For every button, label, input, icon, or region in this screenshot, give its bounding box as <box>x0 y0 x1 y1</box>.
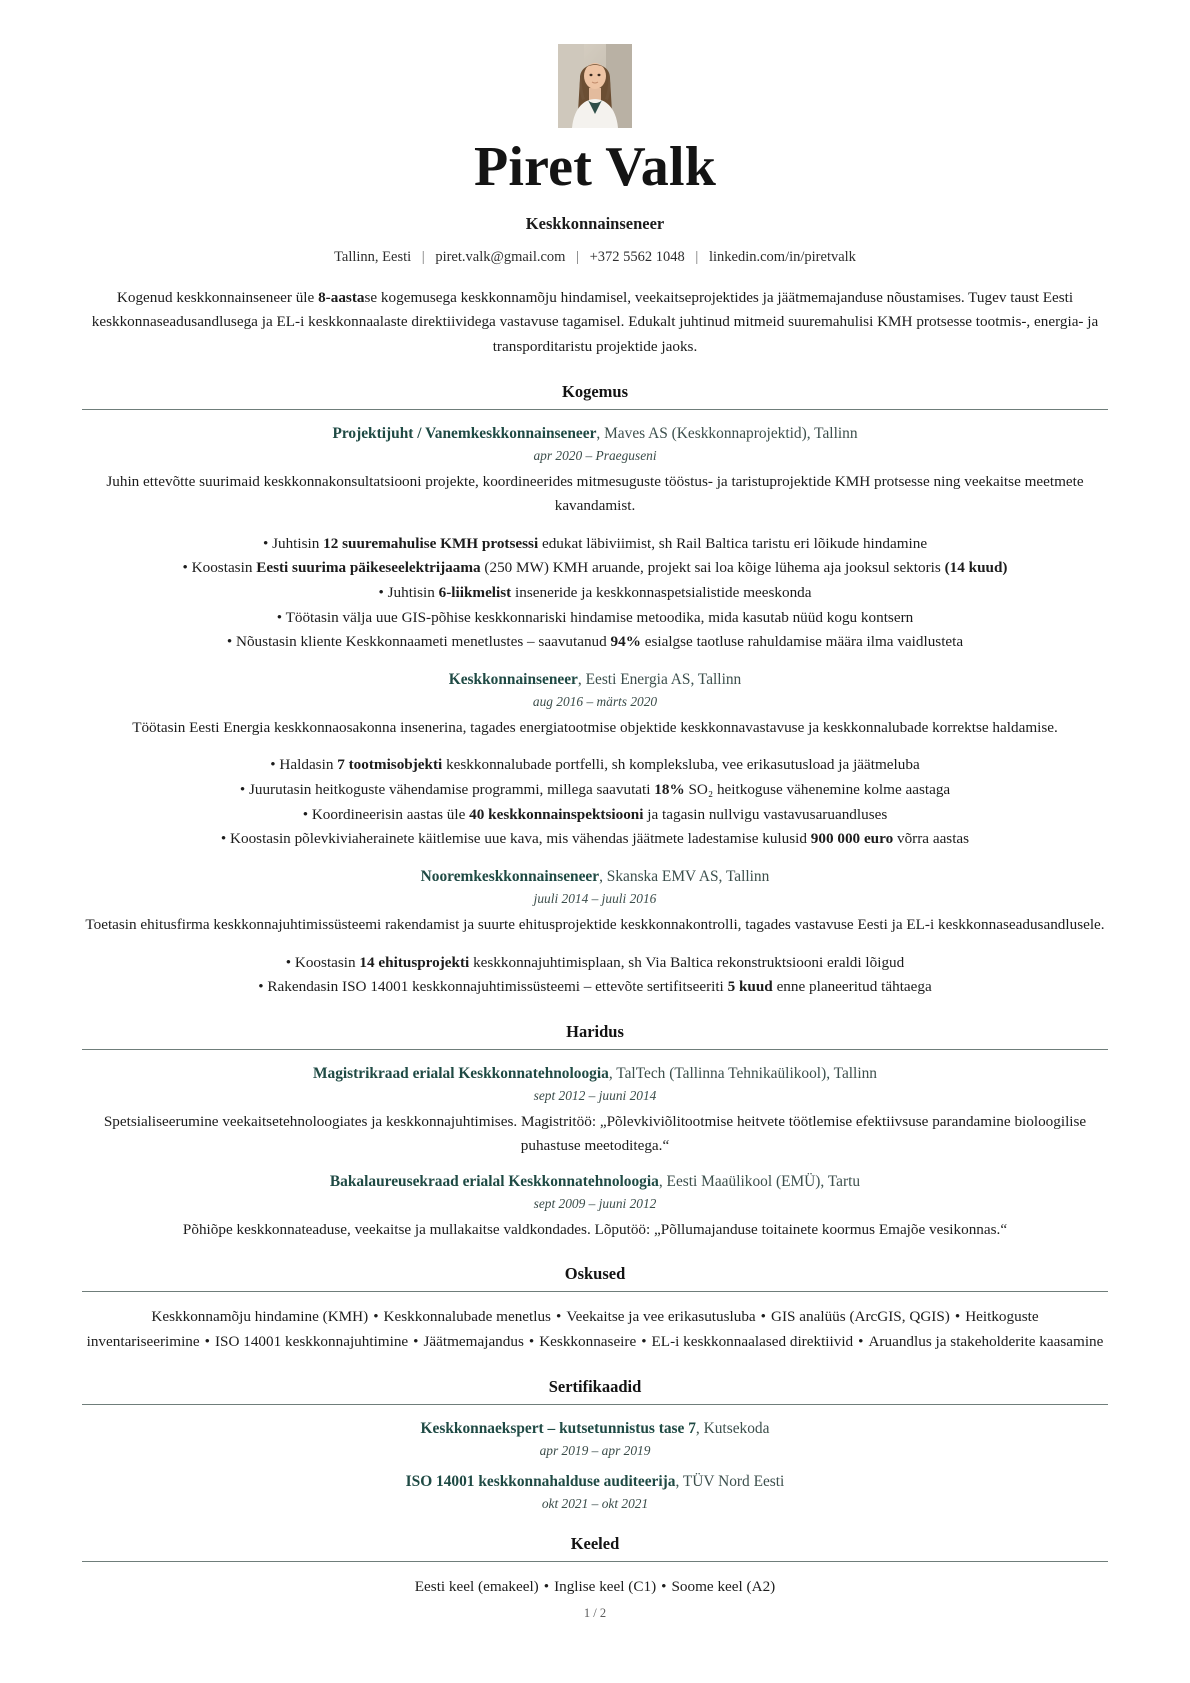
bullet-separator: • <box>528 1333 535 1350</box>
emphasis-text: 7 tootmisobjekti <box>337 756 443 774</box>
entry-role: Projektijuht / Vanemkeskkonnainseneer <box>332 424 597 442</box>
entry-date-range: sept 2012 – juuni 2014 <box>533 1088 657 1104</box>
body-text: (250 MW) KMH aruande, projekt sai loa kõige lühema aja jooksul sektoris <box>480 559 945 577</box>
entry <box>82 1063 1108 1159</box>
emphasis-text: 5 kuud <box>727 978 773 996</box>
bullet-separator: • <box>413 1333 419 1350</box>
entry <box>82 1418 1108 1459</box>
body-text: SO₂ heitkoguse vähenemine kolme aastaga <box>684 781 951 799</box>
list-item: Keskkonnalubade menetlus <box>383 1308 551 1326</box>
contact-line <box>82 249 1108 266</box>
body-text: Koostasin <box>294 953 360 971</box>
entry-heading <box>82 1063 1108 1085</box>
body-text: Haldasin <box>279 756 338 774</box>
bullet-separator: • <box>760 1308 766 1326</box>
body-text: Juhtisin <box>272 534 324 552</box>
body-text: se kogemusega keskkonnamõju hindamisel, veekaitseprojektides ja jäätmemajanduse nõustamises. Tugev taust Eesti keskkonnaseadusandlusega ja EL-i keskkonnaalaste direktiividega vastavuse tagamisel. Edukalt juhtinud mitmeid suuremahulisi KMH protsesse tootmis-, energia- ja transporditaristu projektide jaoks. <box>91 288 1099 356</box>
entry-description: Spetsialiseerumine veekaitsetehnoloogiates ja keskkonnajuhtimises. Magistritöö: „Põlevkiviõlitootmise heitvete töötlemise efektiivsuse parandamine bioloogilise puhastuse meetoditega.“ <box>103 1113 1087 1155</box>
list-item <box>82 975 1108 1000</box>
entry-role: Keskkonnaekspert – kutsetunnistus tase 7 <box>420 1419 696 1437</box>
bullet-dot-icon: • <box>258 978 268 996</box>
list-item: Inglise keel (C1) <box>554 1578 657 1596</box>
entry-organization: , Maves AS (Keskkonnaprojektid), Tallinn <box>596 424 858 442</box>
experience-entries <box>82 423 1108 1000</box>
bullet-dot-icon: • <box>270 756 280 774</box>
entry-organization: , Eesti Energia AS, Tallinn <box>577 670 742 688</box>
entry-role: Bakalaureusekraad erialal Keskkonnatehnoloogia <box>329 1172 659 1190</box>
list-item <box>82 803 1108 828</box>
entry-role: ISO 14001 keskkonnahalduse auditeerija <box>405 1472 676 1490</box>
list-item: Soome keel (A2) <box>671 1578 776 1596</box>
entry-role: Keskkonnainseneer <box>448 670 578 688</box>
body-text: enne planeeritud tähtaega <box>772 978 932 996</box>
emphasis-text: 12 suuremahulise KMH protsessi <box>323 534 539 552</box>
emphasis-text: 6-liikmelist <box>438 583 512 601</box>
emphasis-text: 40 keskkonnainspektsiooni <box>469 805 644 823</box>
bullet-dot-icon: • <box>302 805 312 823</box>
list-item: Jäätmemajandus <box>423 1333 524 1350</box>
section-title-languages: Keeled <box>570 1534 620 1554</box>
languages-list <box>82 1575 1108 1599</box>
bullet-separator: • <box>858 1333 864 1350</box>
entry-heading <box>82 1171 1108 1193</box>
list-item: ISO 14001 keskkonnajuhtimine <box>214 1333 409 1350</box>
list-item <box>82 951 1108 976</box>
entry-date-range: sept 2009 – juuni 2012 <box>533 1196 657 1212</box>
entry-date-range: okt 2021 – okt 2021 <box>541 1496 649 1512</box>
body-text: Juurutasin heitkoguste vähendamise programmi, millega saavutati <box>248 781 655 799</box>
entry-organization: , Kutsekoda <box>695 1419 770 1437</box>
section-divider <box>82 409 1108 410</box>
contact-email[interactable]: piret.valk@gmail.com <box>435 248 566 265</box>
list-item <box>82 532 1108 557</box>
list-item: Aruandlus ja stakeholderite kaasamine <box>868 1333 1104 1350</box>
achievement-list <box>82 951 1108 1000</box>
section-divider <box>82 1049 1108 1050</box>
body-text: Kogenud keskkonnainseneer üle <box>116 288 319 306</box>
body-text: võrra aastas <box>893 830 970 848</box>
entry-heading <box>82 423 1108 445</box>
section-divider <box>82 1561 1108 1562</box>
section-title-skills: Oskused <box>564 1264 626 1284</box>
bullet-dot-icon: • <box>239 781 249 799</box>
bullet-separator: • <box>555 1308 562 1326</box>
page-footer: 1 / 2 <box>583 1606 607 1620</box>
professional-summary <box>82 286 1108 360</box>
entry-heading <box>82 1471 1108 1493</box>
education-entries <box>82 1063 1108 1243</box>
entry <box>82 1171 1108 1243</box>
body-text: Rakendasin ISO 14001 keskkonnajuhtimissüsteemi – ettevõte sertifitseeriti <box>267 978 728 996</box>
body-text: keskkonnajuhtimisplaan, sh Via Baltica rekonstruktsiooni eraldi lõigud <box>469 953 905 971</box>
bullet-separator: • <box>954 1308 961 1326</box>
avatar <box>82 44 1108 128</box>
list-item: Veekaitse ja vee erikasutusluba <box>566 1308 756 1326</box>
entry-description: Juhin ettevõtte suurimaid keskkonnakonsultatsiooni projekte, koordineerides mitmesuguste tööstus- ja taristuprojektide KMH protsesse ning veekaitse meetmete kavandamist. <box>106 473 1084 515</box>
emphasis-text: (14 kuud) <box>944 559 1008 577</box>
entry <box>82 423 1108 655</box>
body-text: edukat läbiviimist, sh Rail Baltica taristu eri lõikude hindamine <box>538 534 928 552</box>
entry-date-range: apr 2020 – Praeguseni <box>533 448 657 463</box>
contact-separator: | <box>421 248 425 265</box>
entry <box>82 1471 1108 1512</box>
list-item: EL-i keskkonnaalased direktiivid <box>651 1333 854 1350</box>
body-text: Nõustasin kliente Keskkonnaameti menetlustes – saavutanud <box>236 633 611 651</box>
section-divider <box>82 1404 1108 1405</box>
entry-heading <box>82 1418 1108 1440</box>
entry-description: Töötasin Eesti Energia keskkonnaosakonna insenerina, tagades energiatootmise objektide keskkonnavastavuse ja keskkonnalubade korrektse haldamise. <box>132 719 1058 737</box>
body-text: Koostasin põlevkiviaherainete käitlemise uue kava, mis vähendas jäätmete ladestamise kulusid <box>230 830 811 848</box>
section-title-experience: Kogemus <box>562 381 628 401</box>
body-text: Koordineerisin aastas üle <box>311 805 470 823</box>
section-certificates <box>82 1377 1108 1513</box>
entry <box>82 866 1108 1000</box>
section-education <box>82 1022 1108 1243</box>
list-item: GIS analüüs (ArcGIS, QGIS) <box>771 1308 950 1326</box>
bullet-dot-icon: • <box>226 633 236 651</box>
emphasis-text: 14 ehitusprojekti <box>359 953 470 971</box>
body-text: Töötasin välja uue GIS-põhise keskkonnariski hindamise metoodika, mida kasutab nüüd kogu kontsern <box>285 608 914 626</box>
emphasis-text: 18% <box>654 781 685 799</box>
bullet-separator: • <box>373 1308 379 1326</box>
body-text: Koostasin <box>191 559 257 577</box>
entry-organization: , Eesti Maaülikool (EMÜ), Tartu <box>658 1172 861 1190</box>
bullet-dot-icon: • <box>182 559 192 577</box>
contact-separator: | <box>695 248 699 265</box>
list-item <box>82 827 1108 852</box>
entry-date-range: aug 2016 – märts 2020 <box>532 694 658 710</box>
list-item: Heitkoguste inventariseerimine <box>86 1308 1039 1350</box>
emphasis-text: 8-aasta <box>318 288 365 306</box>
skills-list <box>82 1305 1108 1354</box>
entry-organization: , TÜV Nord Eesti <box>675 1472 785 1490</box>
contact-location: Tallinn, Eesti <box>334 248 412 265</box>
section-skills <box>82 1264 1108 1354</box>
section-title-certificates: Sertifikaadid <box>548 1376 642 1396</box>
professional-headline: Keskkonnainseneer <box>525 213 665 233</box>
emphasis-text: 94% <box>610 633 641 651</box>
entry-organization: , Skanska EMV AS, Tallinn <box>599 867 770 885</box>
bullet-dot-icon: • <box>220 830 231 848</box>
bullet-separator: • <box>641 1333 647 1350</box>
list-item: Keskkonnaseire <box>539 1333 637 1350</box>
achievement-list <box>82 532 1108 655</box>
entry-organization: , TalTech (Tallinna Tehnikaülikool), Tallinn <box>608 1064 878 1082</box>
list-item: Keskkonnamõju hindamine (KMH) <box>151 1308 369 1326</box>
emphasis-text: 900 000 euro <box>810 830 894 848</box>
section-experience <box>82 382 1108 1000</box>
page-title: Piret Valk <box>473 136 717 198</box>
achievement-list <box>82 753 1108 852</box>
list-item <box>82 630 1108 655</box>
entry-heading <box>82 669 1108 691</box>
entry-description: Põhiõpe keskkonnateaduse, veekaitse ja mullakaitse valdkondades. Lõputöö: „Põllumajanduse toitainete koormus Emajõe vesikonnas.“ <box>182 1221 1008 1239</box>
list-item <box>82 606 1108 631</box>
entry-role: Nooremkeskkonnainseneer <box>420 867 600 885</box>
entry <box>82 669 1108 852</box>
list-item <box>82 753 1108 778</box>
contact-separator: | <box>576 248 579 265</box>
bullet-dot-icon: • <box>276 608 286 626</box>
bullet-separator: • <box>204 1333 210 1350</box>
body-text: ja tagasin nullvigu vastavusaruandluses <box>643 805 888 823</box>
contact-linkedin[interactable]: linkedin.com/in/piretvalk <box>708 248 856 265</box>
certificate-entries <box>82 1418 1108 1513</box>
entry-heading <box>82 866 1108 888</box>
bullet-dot-icon: • <box>262 534 273 552</box>
entry-date-range: apr 2019 – apr 2019 <box>539 1442 651 1458</box>
section-languages <box>82 1534 1108 1599</box>
section-divider <box>82 1291 1108 1292</box>
section-title-education: Haridus <box>566 1021 624 1041</box>
emphasis-text: Eesti suurima päikeseelektrijaama <box>256 559 481 577</box>
portrait-photo <box>558 44 632 128</box>
list-item <box>82 778 1108 803</box>
body-text: inseneride ja keskkonnaspetsialistide meeskonda <box>511 583 812 601</box>
body-text: Juhtisin <box>387 583 439 601</box>
contact-phone[interactable]: +372 5562 1048 <box>589 248 685 265</box>
list-item <box>82 556 1108 581</box>
entry-date-range: juuli 2014 – juuli 2016 <box>533 891 657 907</box>
entry-role: Magistrikraad erialal Keskkonnatehnoloogia <box>312 1064 609 1082</box>
bullet-separator: • <box>543 1578 550 1596</box>
bullet-dot-icon: • <box>378 583 388 601</box>
body-text: esialgse taotluse rahuldamise määra ilma vaidlusteta <box>640 633 964 651</box>
body-text: keskkonnalubade portfelli, sh kompleksluba, vee erikasutusload ja jäätmeluba <box>442 756 920 774</box>
bullet-dot-icon: • <box>285 953 295 971</box>
list-item: Eesti keel (emakeel) <box>414 1578 539 1596</box>
list-item <box>82 581 1108 606</box>
entry-description: Toetasin ehitusfirma keskkonnajuhtimissüsteemi rakendamist ja suurte ehitusprojektide keskkonnakontrolli, tagades vastavuse Eesti ja EL-i keskkonnaseadusandlusele. <box>85 916 1105 934</box>
bullet-separator: • <box>661 1578 667 1596</box>
